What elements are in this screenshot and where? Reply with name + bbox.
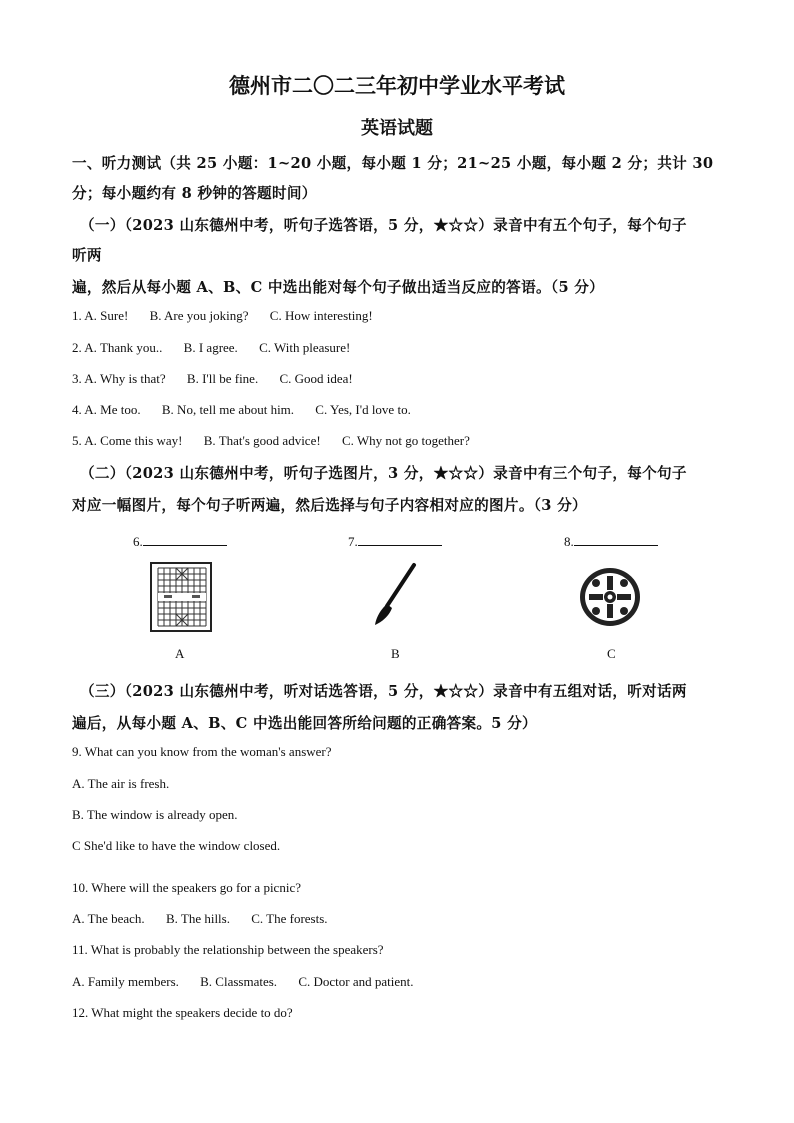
option-b: B. The hills.	[165, 911, 230, 926]
answer-blank-7[interactable]	[348, 533, 442, 550]
blank-number: 8.	[564, 534, 574, 549]
brush-icon	[370, 562, 422, 632]
option-b: B. That's good advice!	[203, 433, 321, 448]
part1-line1: （一）（2023 山东德州中考，听句子选答语，5 分，★☆☆）录音中有五个句子，每个句子	[80, 217, 687, 234]
paper-cut-icon	[578, 566, 642, 632]
question-10-options	[72, 911, 328, 927]
question-12: 12. What might the speakers decide to do?	[72, 1005, 293, 1020]
section1-line1: 一、听力测试（共 25 小题：1~20 小题，每小题 1 分；21~25 小题，每小题 2 分；共计 30	[72, 155, 714, 172]
part1-line3: 遍，然后从每小题 A、B、C 中选出能对每个句子做出适当反应的答语。（5 分）	[72, 279, 605, 296]
question-11: 11. What is probably the relationship between the speakers?	[72, 942, 384, 957]
option-a: A. The beach.	[72, 911, 145, 926]
blank-number: 7.	[348, 534, 358, 549]
option-c: C. With pleasure!	[259, 340, 351, 355]
answer-blank-8[interactable]	[564, 533, 658, 550]
question-10: 10. Where will the speakers go for a picnic?	[72, 880, 301, 895]
part3-line2: 遍后，从每小题 A、B、C 中选出能回答所给问题的正确答案。5 分）	[72, 715, 537, 732]
question-number: 2.	[72, 340, 82, 355]
option-c: C. The forests.	[251, 911, 328, 926]
option-c: C. Good idea!	[279, 371, 353, 386]
option-b: B. No, tell me about him.	[161, 402, 295, 417]
question-number: 3.	[72, 371, 82, 386]
option-a: A. Me too.	[84, 402, 141, 417]
part2-line2: 对应一幅图片，每个句子听两遍，然后选择与句子内容相对应的图片。（3 分）	[72, 497, 587, 514]
chessboard-icon	[150, 562, 212, 636]
option-b: B. I agree.	[183, 340, 238, 355]
option-a: A. Why is that?	[84, 371, 166, 386]
option-b: B. Are you joking?	[149, 308, 249, 323]
option-c: C. Yes, I'd love to.	[315, 402, 411, 417]
question-9-option-a: A. The air is fresh.	[72, 776, 170, 791]
question-9-option-b: B. The window is already open.	[72, 807, 238, 822]
question-2	[72, 340, 350, 356]
option-a: A. Family members.	[72, 974, 179, 989]
exam-title: 德州市二〇二三年初中学业水平考试	[229, 73, 565, 98]
option-b: B. I'll be fine.	[186, 371, 259, 386]
question-9-option-c: C She'd like to have the window closed.	[72, 838, 281, 853]
question-number: 5.	[72, 433, 82, 448]
part2-line1: （二）（2023 山东德州中考，听句子选图片，3 分，★☆☆）录音中有三个句子，每个句子	[80, 465, 687, 482]
section1-line2: 分；每小题约有 8 秒钟的答题时间）	[72, 185, 317, 202]
question-11-options	[72, 974, 413, 990]
part3-line1: （三）（2023 山东德州中考，听对话选答语，5 分，★☆☆）录音中有五组对话，听对话两	[80, 683, 687, 700]
question-1	[72, 308, 373, 324]
picture-label-c: C	[607, 646, 616, 661]
option-b: B. Classmates.	[200, 974, 278, 989]
answer-blank-6[interactable]	[133, 533, 227, 550]
question-number: 1.	[72, 308, 82, 323]
option-c: C. How interesting!	[269, 308, 373, 323]
option-c: C. Why not go together?	[341, 433, 470, 448]
question-3	[72, 371, 353, 387]
part1-line2: 听两	[72, 247, 102, 264]
question-9: 9. What can you know from the woman's answer?	[72, 744, 332, 759]
option-a: A. Thank you..	[84, 340, 163, 355]
picture-label-a: A	[175, 646, 185, 661]
option-a: A. Sure!	[84, 308, 129, 323]
question-5	[72, 433, 470, 449]
option-a: A. Come this way!	[84, 433, 183, 448]
picture-label-b: B	[391, 646, 400, 661]
question-number: 4.	[72, 402, 82, 417]
blank-number: 6.	[133, 534, 143, 549]
exam-subtitle: 英语试题	[361, 118, 433, 139]
question-4	[72, 402, 411, 418]
option-c: C. Doctor and patient.	[298, 974, 414, 989]
